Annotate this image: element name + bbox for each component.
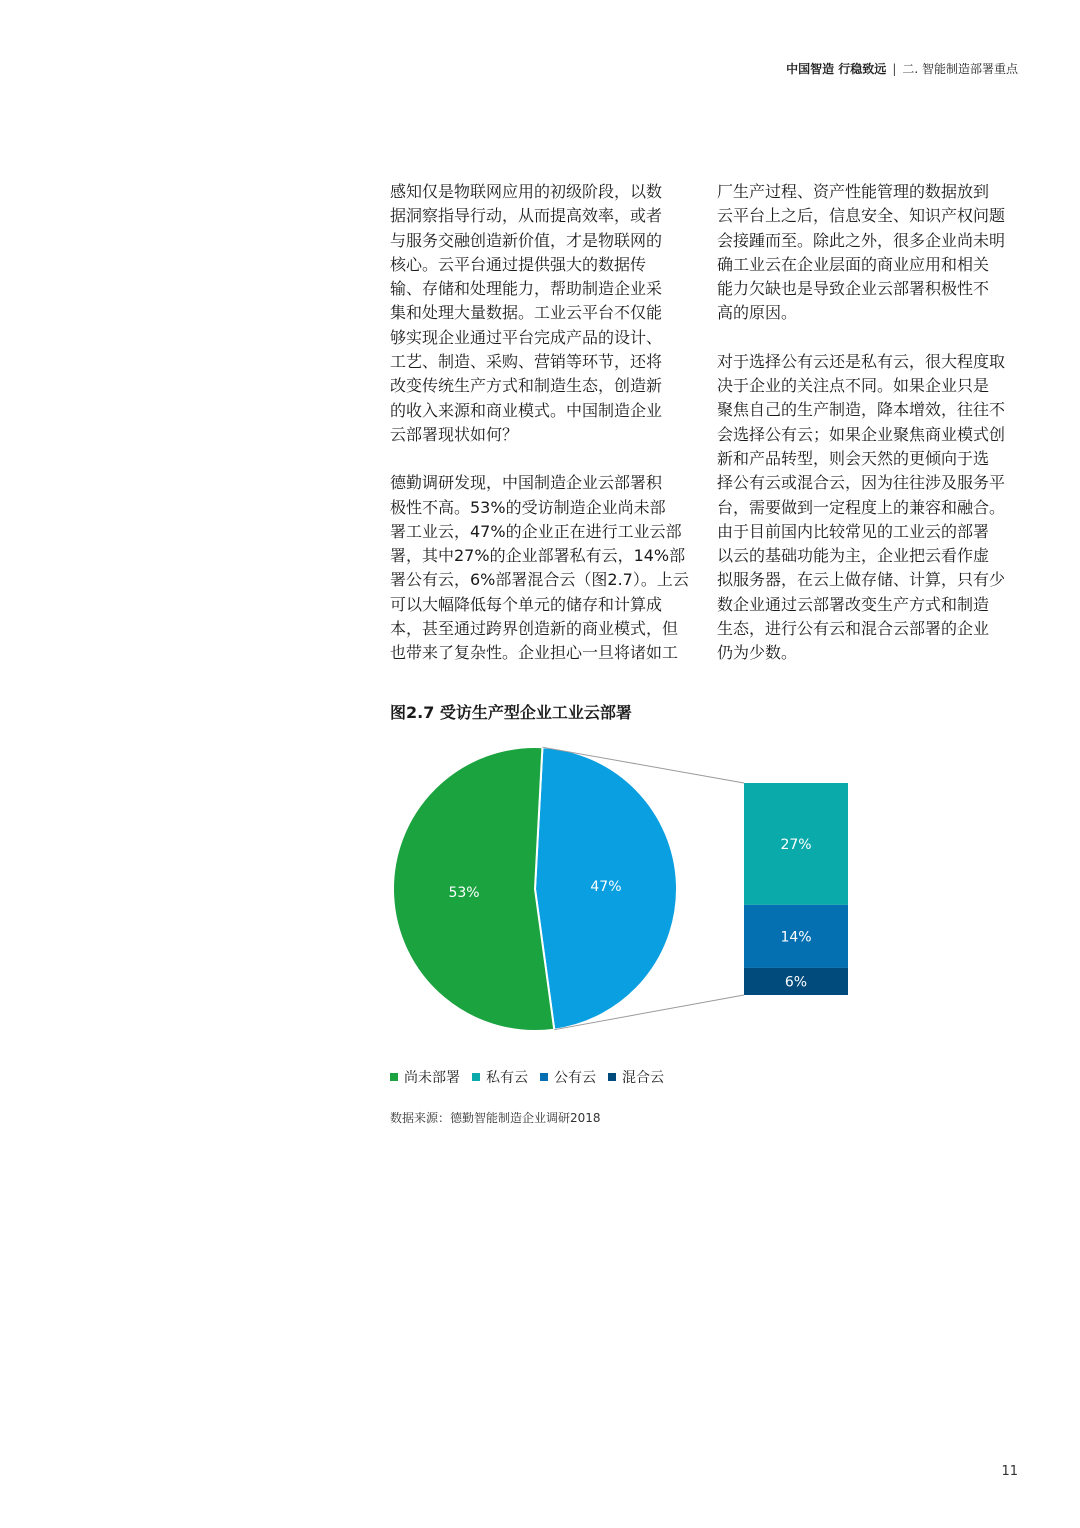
legend-label: 混合云	[622, 1070, 664, 1086]
text-line: 数企业通过云部署改变生产方式和制造	[717, 594, 990, 614]
legend-label: 公有云	[554, 1070, 596, 1086]
legend-label: 尚未部署	[404, 1070, 460, 1086]
legend-item	[472, 1067, 528, 1087]
paragraph	[717, 350, 1022, 666]
text-line: 仍为少数。	[717, 643, 798, 663]
text-line: 集和处理大量数据。工业云平台不仅能	[390, 303, 663, 323]
text-line: 新和产品转型，则会天然的更倾向于选	[717, 448, 990, 468]
paragraph	[390, 471, 690, 665]
bar-data-label: 6%	[784, 974, 808, 991]
report-title: 中国智造 行稳致远	[786, 62, 887, 76]
text-line: 可以大幅降低每个单元的储存和计算成	[390, 594, 663, 614]
text-line: 对于选择公有云还是私有云，很大程度取	[717, 351, 1006, 371]
text-line: 厂生产过程、资产性能管理的数据放到	[717, 182, 990, 201]
right-column	[717, 180, 1022, 666]
text-line: 决于企业的关注点不同。如果企业只是	[717, 376, 990, 396]
text-line: 据洞察指导行动，从而提高效率，或者	[390, 206, 663, 226]
text-line: 高的原因。	[717, 303, 798, 323]
text-line: 工艺、制造、采购、营销等环节，还将	[390, 352, 663, 372]
legend-item	[540, 1067, 596, 1087]
text-line: 会选择公有云；如果企业聚焦商业模式创	[717, 424, 1006, 444]
text-line: 由于目前国内比较常见的工业云的部署	[717, 521, 990, 541]
text-line: 确工业云在企业层面的商业应用和相关	[717, 254, 990, 274]
pie-of-bar-chart	[380, 735, 880, 1045]
bar-data-label: 14%	[780, 929, 812, 946]
chart-legend	[390, 1067, 664, 1087]
legend-item	[390, 1067, 460, 1087]
header-separator: |	[892, 61, 897, 76]
text-line: 云平台上之后，信息安全、知识产权问题	[717, 206, 1006, 226]
text-line: 署公有云，6%部署混合云（图2.7）。上云	[390, 570, 689, 590]
pie-data-label: 47%	[590, 879, 622, 896]
text-line: 极性不高。53%的受访制造企业尚未部	[390, 497, 666, 517]
legend-item	[608, 1067, 664, 1087]
data-source-note: 数据来源：德勤智能制造企业调研2018	[390, 1111, 601, 1125]
paragraph	[717, 180, 1022, 326]
text-line: 聚焦自己的生产制造，降本增效，往往不	[717, 400, 1006, 420]
running-header	[786, 60, 1018, 77]
legend-swatch-public-cloud	[540, 1073, 548, 1081]
text-line: 核心。云平台通过提供强大的数据传	[390, 254, 647, 274]
figure-title: 图2.7 受访生产型企业工业云部署	[390, 703, 632, 722]
text-line: 拟服务器，在云上做存储、计算，只有少	[717, 570, 1006, 590]
text-line: 德勤调研发现，中国制造企业云部署积	[390, 473, 663, 493]
text-line: 也带来了复杂性。企业担心一旦将诸如工	[390, 643, 679, 663]
section-title: 二. 智能制造部署重点	[902, 62, 1018, 76]
text-line: 择公有云或混合云，因为往往涉及服务平	[717, 473, 1006, 493]
text-line: 与服务交融创造新价值，才是物联网的	[390, 230, 663, 250]
text-line: 署，其中27%的企业部署私有云，14%部	[390, 546, 686, 566]
text-line: 云部署现状如何？	[390, 424, 519, 444]
paragraph	[390, 180, 690, 447]
text-line: 署工业云，47%的企业正在进行工业云部	[390, 521, 682, 541]
text-line: 生态，进行公有云和混合云部署的企业	[717, 619, 990, 639]
pie-data-label: 53%	[448, 884, 480, 901]
text-line: 台，需要做到一定程度上的兼容和融合。	[717, 497, 1006, 517]
text-line: 以云的基础功能为主，企业把云看作虚	[717, 546, 990, 566]
text-line: 的收入来源和商业模式。中国制造企业	[390, 400, 663, 420]
legend-swatch-not-deployed	[390, 1073, 398, 1081]
legend-label: 私有云	[486, 1070, 528, 1086]
text-line: 感知仅是物联网应用的初级阶段，以数	[390, 182, 663, 201]
text-line: 输、存储和处理能力，帮助制造企业采	[390, 279, 663, 299]
page-number: 11	[1001, 1464, 1018, 1479]
text-line: 够实现企业通过平台完成产品的设计、	[390, 327, 663, 347]
text-line: 会接踵而至。除此之外，很多企业尚未明	[717, 230, 1006, 250]
legend-swatch-private-cloud	[472, 1073, 480, 1081]
text-line: 能力欠缺也是导致企业云部署积极性不	[717, 279, 990, 299]
legend-swatch-hybrid-cloud	[608, 1073, 616, 1081]
text-line: 改变传统生产方式和制造生态，创造新	[390, 376, 663, 396]
text-line: 本，甚至通过跨界创造新的商业模式，但	[390, 619, 679, 639]
bar-data-label: 27%	[780, 836, 812, 853]
left-column	[390, 180, 690, 666]
